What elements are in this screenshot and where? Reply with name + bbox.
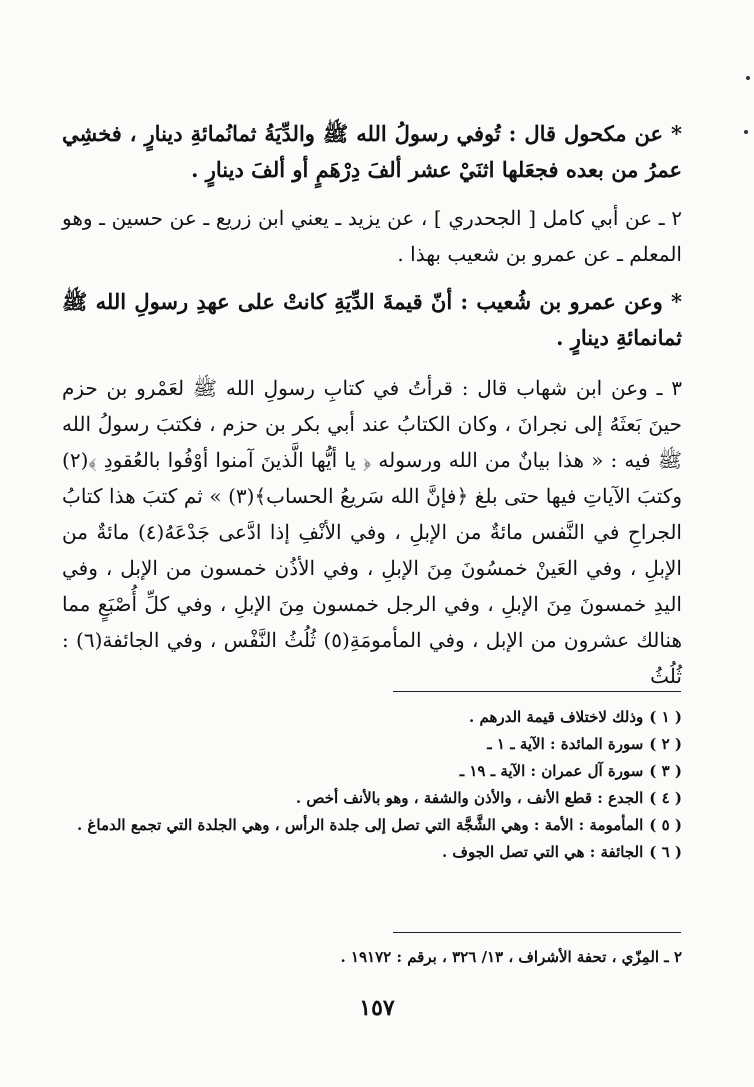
footnote-mark: ( ٤ ) <box>649 789 682 807</box>
footnote-mark: ( ١ ) <box>649 708 682 726</box>
footnote-text: وذلك لاختلاف قيمة الدرهم . <box>469 708 644 726</box>
footnote-text: سورة المائدة : الآية ـ ١ ـ <box>487 735 644 753</box>
footnote-mark: ( ٣ ) <box>649 762 682 780</box>
footnote-text: سورة آل عمران : الآية ـ ١٩ ـ <box>459 762 644 780</box>
footnote-text: المأمومة : الأمة : وهي الشَّجَّة التي تصل إلى جلدة الرأس ، وهي الجلدة التي تجمع الدماغ . <box>76 816 644 834</box>
page-number: ١٥٧ <box>359 995 395 1021</box>
paragraph-isnad-2: ٢ ـ عن أبي كامل [ الجحدري ] ، عن يزيد ـ يعني ابن زريع ـ عن حسين ـ وهو المعلم ـ عن عمرو بن شعيب بهذا . <box>62 206 682 266</box>
footnote <box>62 812 682 839</box>
footnote <box>62 731 682 758</box>
paragraph-ibn-shihab: ٣ ـ وعن ابن شهاب قال : قرأتُ في كتابِ رسولِ الله ﷺ لعَمْرو بن حزم حينَ بَعثَهُ إلى نجرانَ ، وكان الكتابُ عند أبي بكر بن حزم ، فكتبَ رسولُ الله ﷺ فيه : « هذا بيانٌ من الله ورسوله ﴿ يا أيُّها الَّذينَ آمنوا أوْفُوا بالعُقودِ ﴾(٢) وكتبَ الآياتِ فيها حتى بلغ ﴿فإنَّ الله سَريعُ الحساب﴾(٣) » ثم كتبَ هذا كتابُ الجراحِ في النَّفس مائةٌ من الإبلِ ، وفي الأنْفِ إذا ادَّعى جَدْعَهُ(٤) مائةٌ من الإبلِ ، وفي العَينْ خمسُونَ مِنَ الإبلِ ، وفي الأذُن خمسون من الإبل ، وفي اليدِ خمسونَ مِنَ الإبلِ ، وفي الرجل خمسون مِنَ الإبلِ ، وفي كلِّ أُصْبَعٍ مما هنالك عشرون من الإبل ، وفي المأمومَةِ(٥) ثُلُثُ النَّفْس ، وفي الجائفة(٦) : ثُلُثُ <box>62 376 682 688</box>
footnote-text: الجدع : قطع الأنف ، والأذن والشفة ، وهو بالأنف أخص . <box>295 789 644 807</box>
source-divider <box>393 932 681 933</box>
footnote-mark: ( ٦ ) <box>649 843 682 861</box>
source-reference: ٢ ـ المِزّي ، تحفة الأشراف ، ١٣/ ٣٢٦ ، برقم : ١٩١٧٢ . <box>340 948 682 966</box>
footnotes-divider <box>393 691 681 692</box>
paragraph-makhul: * عن مكحول قال : تُوفي رسولُ الله ﷺ والدِّيَةُ ثمانُمائةِ دينارٍ ، فخشِي عمرُ من بعده فجعَلها اثنَيْ عشر ألفَ دِرْهَمٍ أو ألفَ دينارٍ . <box>62 121 682 182</box>
footnote-text: الجائفة : هي التي تصل الجوف . <box>441 843 644 861</box>
footnote <box>62 704 682 731</box>
footnotes-list <box>62 704 682 866</box>
scan-speck <box>746 76 750 80</box>
footnote-mark: ( ٢ ) <box>649 735 682 753</box>
footnote <box>62 758 682 785</box>
scan-speck <box>744 130 748 134</box>
footnote <box>62 785 682 812</box>
paragraph-amr-bin-shuaib: * وعن عمرو بن شُعيب : أنّ قيمةَ الدِّيَةِ كانتْ على عهدِ رسولِ الله ﷺ ثمانمائةِ دينارٍ . <box>62 289 682 350</box>
footnote-mark: ( ٥ ) <box>649 816 682 834</box>
footnote <box>62 839 682 866</box>
